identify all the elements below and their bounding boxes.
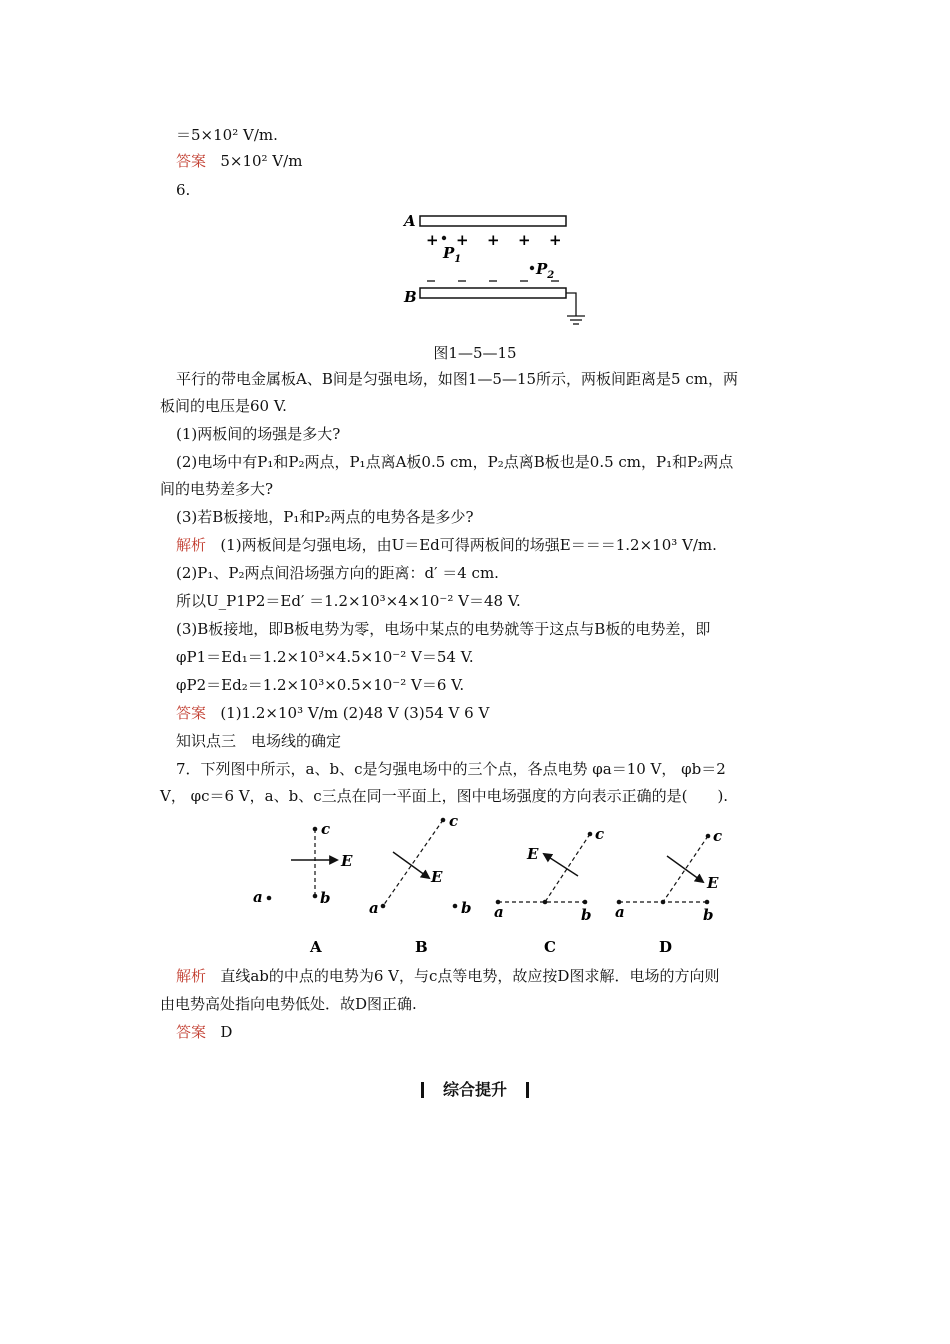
analysis-text: (1)两板间是匀强电场，由U＝Ed可得两板间的场强E＝＝＝1.2×10³ V/m. <box>220 536 717 554</box>
field-e-label: E <box>341 852 353 870</box>
point-a-label: a <box>615 903 625 921</box>
plate-a-label: A <box>404 212 416 230</box>
question-number: 6. <box>176 181 191 199</box>
svg-text:+: + <box>426 231 439 249</box>
option-d-figure <box>615 827 722 956</box>
q6-analysis-row5: φP1＝Ed₁＝1.2×10³×4.5×10⁻² V＝54 V. <box>176 648 474 666</box>
knowledge-point-heading: 知识点三 电场线的确定 <box>176 732 342 750</box>
point-b-label: b <box>461 899 472 917</box>
point-a-label: a <box>494 903 504 921</box>
right-bar-icon <box>526 1082 529 1098</box>
point-b-label: b <box>320 889 331 907</box>
point-c-label: c <box>595 825 605 843</box>
plate-b <box>420 288 566 298</box>
q7-answer-row <box>176 1022 232 1042</box>
answer-label: 答案 <box>176 704 207 722</box>
field-e-label: E <box>527 845 539 863</box>
plate-a <box>420 216 566 226</box>
q6-analysis-row4: (3)B板接地，即B板电势为零，电场中某点的电势就等于这点与B板的电势差，即 <box>176 620 711 638</box>
p1-label: $P_1$ <box>443 244 462 265</box>
analysis-label: 解析 <box>176 967 207 985</box>
option-a-label: A <box>310 938 322 956</box>
q7-stem-line1: 7．下列图中所示，a、b、c是匀强电场中的三个点，各点电势 φa＝10 V， φb＝2 <box>176 760 726 778</box>
q6-analysis-row1 <box>176 535 717 555</box>
q7-options-figure <box>245 810 735 960</box>
svg-text:+: + <box>487 231 500 249</box>
p2-label: $P_2$ <box>536 260 555 281</box>
section-heading <box>0 1077 950 1100</box>
ground-wire <box>566 293 576 316</box>
field-e-label: E <box>431 868 443 886</box>
point-c-label: c <box>449 812 459 830</box>
q7-analysis-row2: 由电势高处指向电势低处．故D图正确. <box>160 995 417 1013</box>
answer-label: 答案 <box>176 1023 207 1041</box>
q6-answer-row <box>176 703 489 723</box>
svg-text:+: + <box>456 231 469 249</box>
section-title: 综合提升 <box>442 1080 507 1099</box>
q6-analysis-row3: 所以U_P1P2＝Ed′ ＝1.2×10³×4×10⁻² V＝48 V. <box>176 592 521 610</box>
plate-b-label: B <box>404 288 417 306</box>
q6-sub1: (1)两板间的场强是多大? <box>176 425 341 443</box>
p1-dot <box>442 236 446 240</box>
equation-line: ＝5×10² V/m. <box>176 126 278 144</box>
option-b-label: B <box>415 938 428 956</box>
answer-row <box>176 151 302 171</box>
q6-sub2-line1: (2)电场中有P₁和P₂两点，P₁点离A板0.5 cm，P₂点离B板也是0.5 cm，P₁和P₂两点 <box>176 453 734 471</box>
option-a-figure <box>253 820 353 956</box>
answer-value: (1)1.2×10³ V/m (2)48 V (3)54 V 6 V <box>220 704 490 722</box>
svg-text:+: + <box>549 231 562 249</box>
analysis-label: 解析 <box>176 536 207 554</box>
left-bar-icon <box>421 1082 424 1098</box>
q6-stem-line2: 板间的电压是60 V. <box>160 397 287 415</box>
q7-stem-line2: V， φc＝6 V，a、b、c三点在同一平面上，图中电场强度的方向表示正确的是( ). <box>160 787 729 805</box>
q6-stem-line1: 平行的带电金属板A、B间是匀强电场，如图1—5—15所示，两板间距离是5 cm，两 <box>176 370 738 388</box>
option-c-label: C <box>544 938 556 956</box>
option-c-figure <box>494 825 604 956</box>
figure-caption: 图1—5—15 <box>433 344 517 362</box>
point-a-label: a <box>369 899 379 917</box>
q6-analysis-row2: (2)P₁、P₂两点间沿场强方向的距离：d′ ＝4 cm. <box>176 564 499 582</box>
field-e-label: E <box>707 874 719 892</box>
point-b-label: b <box>581 906 592 924</box>
q6-analysis-row6: φP2＝Ed₂＝1.2×10³×0.5×10⁻² V＝6 V. <box>176 676 465 694</box>
point-b-label: b <box>703 906 714 924</box>
q6-sub3: (3)若B板接地，P₁和P₂两点的电势各是多少? <box>176 508 474 526</box>
answer-value: D <box>220 1023 233 1041</box>
ground-icon <box>567 316 585 324</box>
point-c-label: c <box>321 820 331 838</box>
option-d-label: D <box>659 938 673 956</box>
capacitor-figure <box>400 208 590 333</box>
answer-label: 答案 <box>176 152 207 170</box>
p2-dot <box>530 266 534 270</box>
answer-value: 5×10² V/m <box>220 152 303 170</box>
analysis-text: 直线ab的中点的电势为6 V，与c点等电势，故应按D图求解．电场的方向则 <box>220 967 720 985</box>
option-b-figure <box>369 812 472 956</box>
q6-sub2-line2: 间的电势差多大? <box>160 480 274 498</box>
q7-analysis-row1 <box>176 966 719 986</box>
point-a-label: a <box>253 888 263 906</box>
svg-text:+: + <box>518 231 531 249</box>
point-c-label: c <box>713 827 723 845</box>
